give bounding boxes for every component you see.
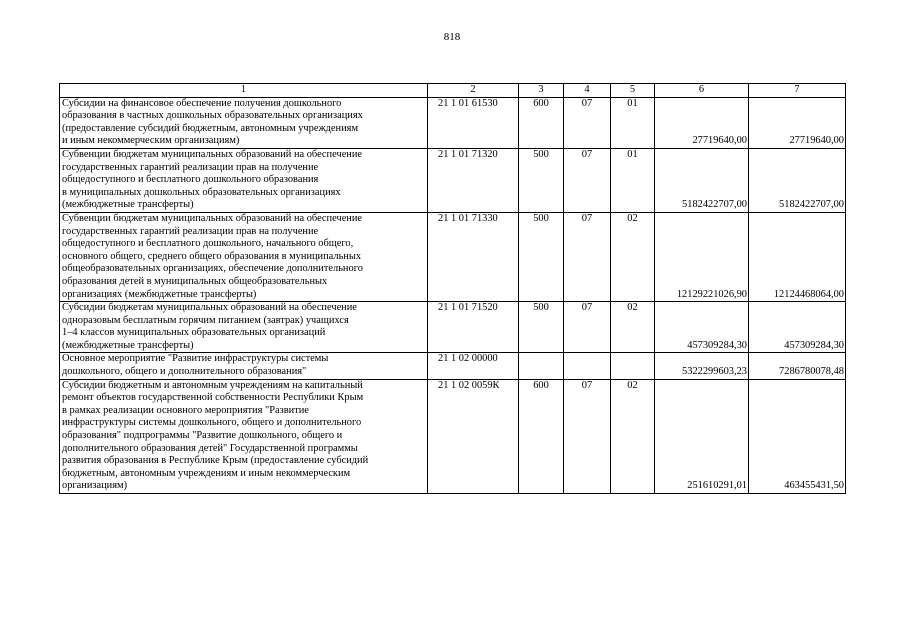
row-sum-col7: 457309284,30 <box>749 302 846 353</box>
description-line: образования в частных дошкольных образовательных организациях <box>62 110 363 122</box>
description-line: дополнительного образования детей" Государственной программы <box>62 442 358 454</box>
row-sum-col6: 5322299603,23 <box>655 353 749 379</box>
description-line: (предоставление субсидий бюджетным, автономным учреждениям <box>62 122 359 134</box>
row-kvr: 600 <box>519 379 564 493</box>
row-kvr: 500 <box>519 302 564 353</box>
row-sum-col7: 463455431,50 <box>749 379 846 493</box>
description-line: ремонт объектов государственной собственности Республики Крым <box>62 392 364 404</box>
row-pr <box>611 353 655 379</box>
row-code: 21 1 01 61530 <box>428 97 519 148</box>
column-header: 1 <box>60 84 428 98</box>
row-code: 21 1 01 71320 <box>428 148 519 212</box>
description-line: государственных гарантий реализации прав на получение <box>62 225 319 237</box>
row-code: 21 1 01 71520 <box>428 302 519 353</box>
column-header: 2 <box>428 84 519 98</box>
row-rz <box>564 353 611 379</box>
row-pr: 02 <box>611 212 655 301</box>
column-header: 3 <box>519 84 564 98</box>
description-line: образования" подпрограммы "Развитие дошкольного, общего и <box>62 430 343 442</box>
table-row <box>60 353 846 379</box>
description-line: организациях (межбюджетные трансферты) <box>62 288 257 300</box>
description-line: одноразовым бесплатным горячим питанием (завтрак) учащихся <box>62 314 349 326</box>
description-line: Субсидии бюджетным и автономным учреждениям на капитальный <box>62 379 363 391</box>
row-description <box>60 97 428 148</box>
row-code: 21 1 01 71330 <box>428 212 519 301</box>
row-code: 21 1 02 0059К <box>428 379 519 493</box>
row-description <box>60 353 428 379</box>
description-line: Основное мероприятие "Развитие инфраструктуры системы <box>62 353 329 365</box>
description-line: общеобразовательных организациях, обеспечение дополнительного <box>62 263 363 275</box>
description-line: Субвенции бюджетам муниципальных образований на обеспечение <box>62 212 363 224</box>
row-description <box>60 212 428 301</box>
row-kvr: 600 <box>519 97 564 148</box>
description-line: (межбюджетные трансферты) <box>62 339 194 351</box>
row-rz: 07 <box>564 379 611 493</box>
description-line: общедоступного и бесплатного дошкольного образования <box>62 174 319 186</box>
table-row <box>60 302 846 353</box>
table-row <box>60 212 846 301</box>
description-line: инфраструктуры системы дошкольного, общего и дополнительного <box>62 417 362 429</box>
description-line: в рамках реализации основного мероприятия "Развитие <box>62 404 309 416</box>
column-header: 5 <box>611 84 655 98</box>
row-description <box>60 148 428 212</box>
row-description <box>60 379 428 493</box>
description-line: Субсидии бюджетам муниципальных образований на обеспечение <box>62 302 357 314</box>
description-line: образования детей в муниципальных общеобразовательных <box>62 275 328 287</box>
row-pr: 02 <box>611 379 655 493</box>
table-header-row <box>60 84 846 98</box>
table-row <box>60 148 846 212</box>
row-pr: 01 <box>611 148 655 212</box>
budget-table <box>59 83 846 494</box>
row-sum-col7: 27719640,00 <box>749 97 846 148</box>
description-line: Субвенции бюджетам муниципальных образований на обеспечение <box>62 148 363 160</box>
table-row <box>60 97 846 148</box>
description-line: организациям) <box>62 480 128 492</box>
description-line: государственных гарантий реализации прав на получение <box>62 161 319 173</box>
row-sum-col6: 457309284,30 <box>655 302 749 353</box>
row-sum-col6: 5182422707,00 <box>655 148 749 212</box>
row-kvr: 500 <box>519 148 564 212</box>
row-description <box>60 302 428 353</box>
row-rz: 07 <box>564 148 611 212</box>
description-line: 1–4 классов муниципальных образовательных организаций <box>62 327 326 339</box>
row-rz: 07 <box>564 302 611 353</box>
row-code: 21 1 02 00000 <box>428 353 519 379</box>
description-line: Субсидии на финансовое обеспечение получения дошкольного <box>62 97 342 109</box>
row-sum-col6: 12129221026,90 <box>655 212 749 301</box>
description-line: основного общего, среднего общего образования в муниципальных <box>62 250 362 262</box>
column-header: 6 <box>655 84 749 98</box>
description-line: бюджетным, автономным учреждениям и иным некоммерческим <box>62 467 351 479</box>
row-sum-col6: 27719640,00 <box>655 97 749 148</box>
row-pr: 01 <box>611 97 655 148</box>
description-line: в муниципальных дошкольных образовательных организациях <box>62 186 341 198</box>
row-kvr <box>519 353 564 379</box>
page-number: 818 <box>443 31 461 43</box>
row-kvr: 500 <box>519 212 564 301</box>
row-sum-col7: 7286780078,48 <box>749 353 846 379</box>
column-header: 4 <box>564 84 611 98</box>
row-sum-col6: 251610291,01 <box>655 379 749 493</box>
row-rz: 07 <box>564 212 611 301</box>
description-line: общедоступного и бесплатного дошкольного, начального общего, <box>62 238 354 250</box>
description-line: развития образования в Республике Крым (предоставление субсидий <box>62 455 369 467</box>
row-sum-col7: 5182422707,00 <box>749 148 846 212</box>
description-line: и иным некоммерческим организациям) <box>62 135 240 147</box>
description-line: дошкольного, общего и дополнительного образования" <box>62 366 307 378</box>
table-row <box>60 379 846 493</box>
row-rz: 07 <box>564 97 611 148</box>
column-header: 7 <box>749 84 846 98</box>
row-sum-col7: 12124468064,00 <box>749 212 846 301</box>
description-line: (межбюджетные трансферты) <box>62 199 194 211</box>
row-pr: 02 <box>611 302 655 353</box>
